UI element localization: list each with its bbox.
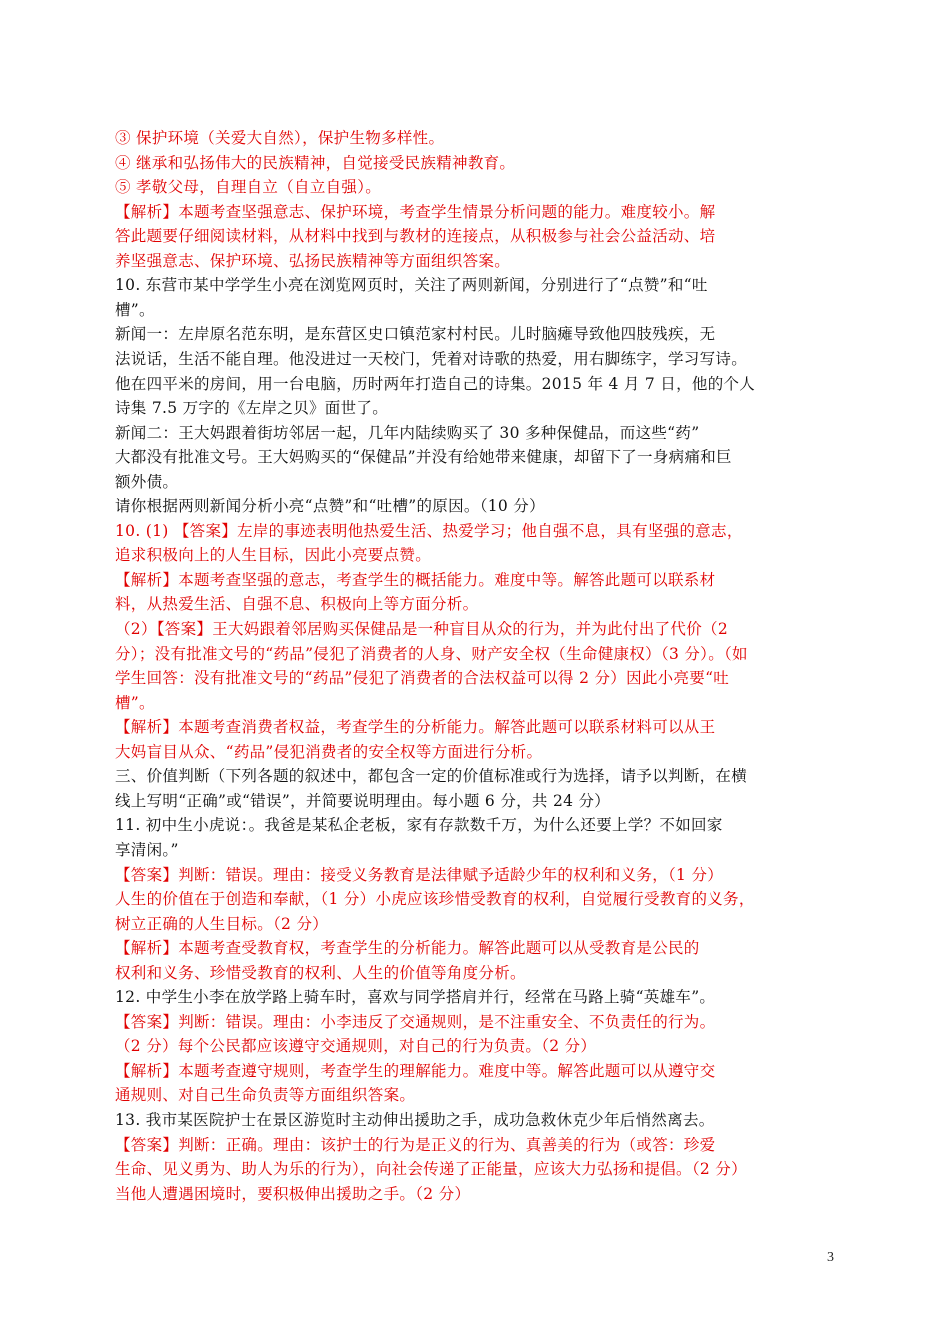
text-line: 料，从热爱生活、自强不息、积极向上等方面分析。: [115, 595, 479, 613]
text-line: 槽”。: [115, 301, 155, 319]
text-line: （2）【答案】王大妈跟着邻居购买保健品是一种盲目从众的行为，并为此付出了代价（2: [115, 620, 728, 638]
text-line: 【解析】本题考查受教育权，考查学生的分析能力。解答此题可以从受教育是公民的: [115, 939, 700, 957]
text-line: 答此题要仔细阅读材料，从材料中找到与教材的连接点，从积极参与社会公益活动、培: [115, 227, 716, 245]
text-line: 10. (1) 【答案】左岸的事迹表明他热爱生活、热爱学习；他自强不息，具有坚强的意志，: [115, 522, 743, 540]
text-line: 10. 东营市某中学学生小亮在浏览网页时，关注了两则新闻，分别进行了“点赞”和“吐: [115, 276, 708, 294]
text-line: 13. 我市某医院护士在景区游览时主动伸出援助之手，成功急救休克少年后悄然离去。: [115, 1111, 715, 1129]
text-line: 养坚强意志、保护环境、弘扬民族精神等方面组织答案。: [115, 252, 511, 270]
text-line: 通规则、对自己生命负责等方面组织答案。: [115, 1086, 416, 1104]
text-line: 【解析】本题考查遵守规则，考查学生的理解能力。难度中等。解答此题可以从遵守交: [115, 1062, 716, 1080]
text-line: 生命、见义勇为、助人为乐的行为），向社会传递了正能量，应该大力弘扬和提倡。（2 分）: [115, 1160, 747, 1178]
text-line: 学生回答：没有批准文号的“药品”侵犯了消费者的合法权益可以得 2 分）因此小亮要“吐: [115, 669, 730, 687]
text-line: 新闻二：王大妈跟着街坊邻居一起，几年内陆续购买了 30 多种保健品，而这些“药”: [115, 424, 700, 442]
text-line: 槽”。: [115, 694, 155, 712]
text-line: （2 分）每个公民都应该遵守交通规则，对自己的行为负责。（2 分）: [115, 1037, 597, 1055]
text-line: 诗集 7.5 万字的《左岸之贝》面世了。: [115, 399, 389, 417]
text-line: 分）；没有批准文号的“药品”侵犯了消费者的人身、财产安全权（生命健康权）（3 分）。（如: [115, 645, 748, 663]
text-line: 大都没有批准文号。王大妈购买的“保健品”并没有给她带来健康，却留下了一身病痛和巨: [115, 448, 732, 466]
text-line: 权利和义务、珍惜受教育的权利、人生的价值等角度分析。: [115, 964, 526, 982]
text-line: 法说话，生活不能自理。他没进过一天校门，凭着对诗歌的热爱，用右脚练字，学习写诗。: [115, 350, 748, 368]
text-line: ⑤ 孝敬父母，自理自立（自立自强）。: [115, 178, 382, 196]
text-line: ④ 继承和弘扬伟大的民族精神，自觉接受民族精神教育。: [115, 154, 516, 172]
text-line: 11. 初中生小虎说：。我爸是某私企老板，家有存款数千万，为什么还要上学？不如回家: [115, 816, 723, 834]
text-line: 当他人遭遇困境时，要积极伸出援助之手。（2 分）: [115, 1185, 471, 1203]
text-line: 新闻一：左岸原名范东明，是东营区史口镇范家村村民。儿时脑瘫导致他四肢残疾，无: [115, 325, 716, 343]
text-line: 三、价值判断（下列各题的叙述中，都包含一定的价值标准或行为选择，请予以判断，在横: [115, 767, 748, 785]
text-line: 他在四平米的房间，用一台电脑，历时两年打造自己的诗集。2015 年 4 月 7 日，他的个人: [115, 375, 756, 393]
text-line: 【解析】本题考查坚强意志、保护环境，考查学生情景分析问题的能力。难度较小。解: [115, 203, 716, 221]
text-line: 额外债。: [115, 473, 179, 491]
text-line: 大妈盲目从众、“药品”侵犯消费者的安全权等方面进行分析。: [115, 743, 543, 761]
text-line: 【答案】判断：正确。理由：该护士的行为是正义的行为、真善美的行为（或答：珍爱: [115, 1136, 716, 1154]
text-line: ③ 保护环境（关爱大自然），保护生物多样性。: [115, 129, 445, 147]
text-line: 追求积极向上的人生目标，因此小亮要点赞。: [115, 546, 432, 564]
text-line: 人生的价值在于创造和奉献，（1 分）小虎应该珍惜受教育的权利，自觉履行受教育的义务，: [115, 890, 755, 908]
text-line: 12. 中学生小李在放学路上骑车时，喜欢与同学搭肩并行，经常在马路上骑“英雄车”。: [115, 988, 716, 1006]
text-line: 线上写明“正确”或“错误”，并简要说明理由。每小题 6 分，共 24 分）: [115, 792, 611, 810]
text-line: 【答案】判断：错误。理由：接受义务教育是法律赋予适龄少年的权利和义务，（1 分）: [115, 866, 724, 884]
text-line: 【解析】本题考查坚强的意志，考查学生的概括能力。难度中等。解答此题可以联系材: [115, 571, 716, 589]
text-line: 请你根据两则新闻分析小亮“点赞”和“吐槽”的原因。（10 分）: [115, 497, 545, 515]
text-line: 【解析】本题考查消费者权益，考查学生的分析能力。解答此题可以联系材料可以从王: [115, 718, 716, 736]
text-line: 享清闲。”: [115, 841, 179, 859]
page-number: 3: [827, 1250, 834, 1265]
text-line: 树立正确的人生目标。（2 分）: [115, 915, 329, 933]
text-line: 【答案】判断：错误。理由：小李违反了交通规则，是不注重安全、不负责任的行为。: [115, 1013, 716, 1031]
